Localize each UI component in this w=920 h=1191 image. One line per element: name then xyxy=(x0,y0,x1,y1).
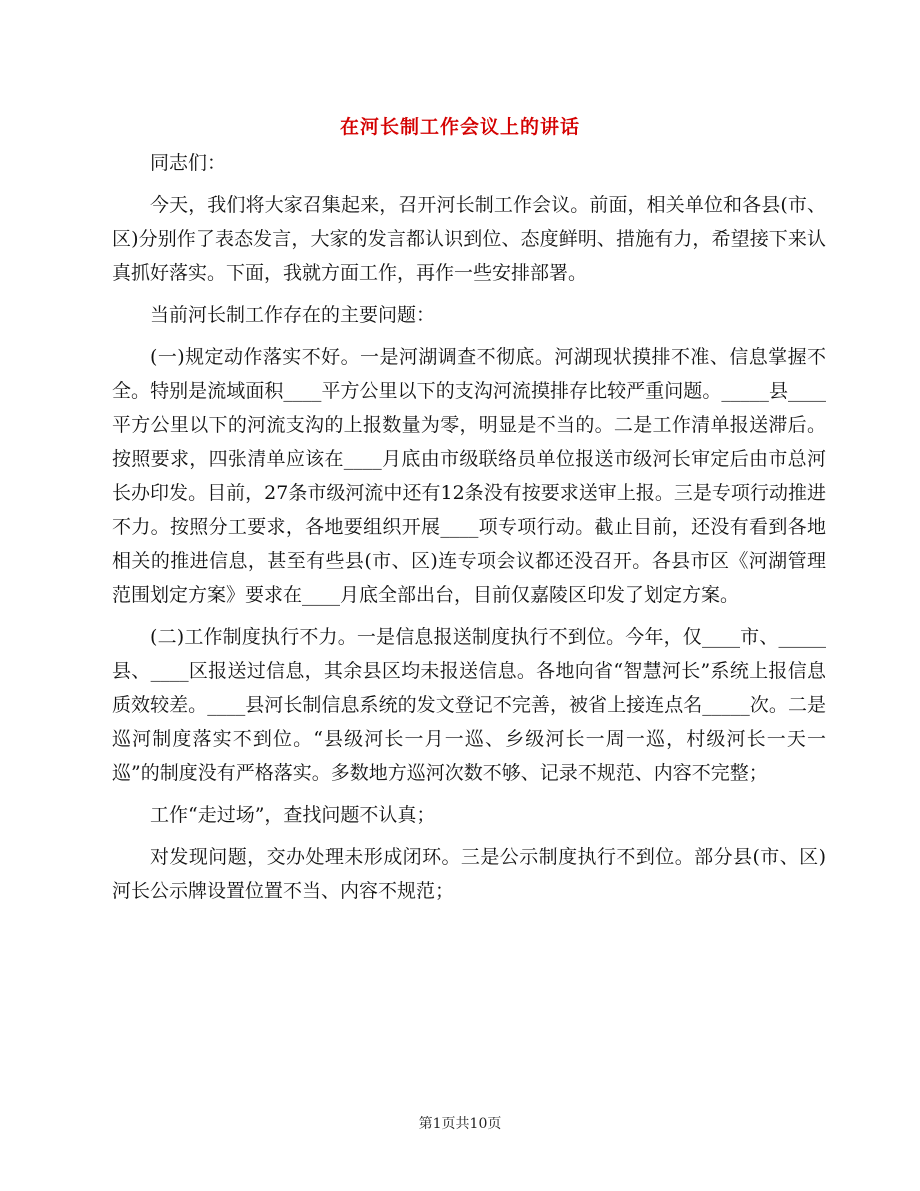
paragraph-problems-heading: 当前河长制工作存在的主要问题： xyxy=(150,304,436,326)
paragraph-greeting: 同志们： xyxy=(150,152,227,174)
document-title: 在河长制工作会议上的讲话 xyxy=(339,116,580,138)
page-footer: 第1页共10页 xyxy=(418,1116,502,1132)
paragraph-formality: 工作“走过场”，查找问题不认真； xyxy=(150,804,436,826)
paragraph-section-one: (一)规定动作落实不好。一是河湖调查不彻底。河湖现状摸排不准、信息掌握不全。特别是流域面积____平方公里以下的支沟河流摸排存比较严重问题。_____县____平方公里以下的河流支沟的上报数量为零，明显是不当的。二是工作清单报送滞后。按照要求，四张清单应该在____月底由市级联络员单位报送市级河长审定后由市总河长办印发。目前，27条市级河流中还有12条没有按要求送审上报。三是专项行动推进不力。按照分工要求，各地要组织开展____项专项行动。截止目前，还没有看到各地相关的推进信息，甚至有些县(市、区)连专项会议都还没召开。各县市区《河湖管理范围划定方案》要求在____月底全部出台，目前仅嘉陵区印发了划定方案。 xyxy=(112,346,826,606)
paragraph-intro: 今天，我们将大家召集起来，召开河长制工作会议。前面，相关单位和各县(市、区)分别作了表态发言，大家的发言都认识到位、态度鲜明、措施有力，希望接下来认真抓好落实。下面，我就方面工作，再作一些安排部署。 xyxy=(112,194,826,284)
paragraph-closure: 对发现问题，交办处理未形成闭环。三是公示制度执行不到位。部分县(市、区)河长公示牌设置位置不当、内容不规范； xyxy=(112,846,826,902)
paragraph-section-two: (二)工作制度执行不力。一是信息报送制度执行不到位。今年，仅____市、_____县、____区报送过信息，其余县区均未报送信息。各地向省“智慧河长”系统上报信息质效较差。____县河长制信息系统的发文登记不完善，被省上接连点名_____次。二是巡河制度落实不到位。“县级河长一月一巡、乡级河长一周一巡，村级河长一天一巡”的制度没有严格落实。多数地方巡河次数不够、记录不规范、内容不完整； xyxy=(112,626,826,784)
document-body xyxy=(112,146,826,916)
